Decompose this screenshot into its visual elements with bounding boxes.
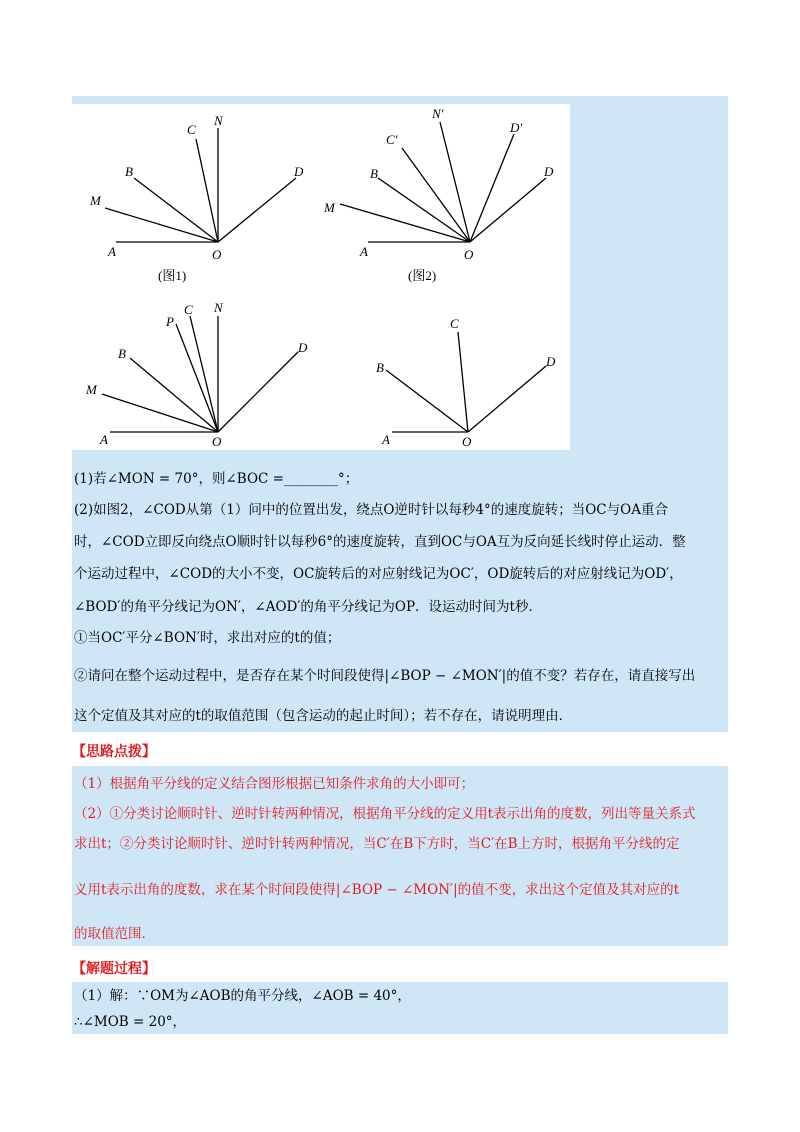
fig3-label-O: O (212, 434, 222, 449)
fig2-label-M: M (324, 200, 335, 215)
solution-line-1: （1）解：∵OM为∠AOB的角平分线，∠AOB = 40°， (74, 988, 411, 1004)
hint-line-5: 的取值范围． (74, 926, 155, 942)
fig1-label-C: C (187, 122, 196, 137)
fig4-label-D: D (546, 354, 556, 369)
fig4-label-A: A (382, 432, 390, 447)
hint-line-3: 求出t；②分类讨论顺时针、逆时针转两种情况，当C′在B下方时，当C′在B上方时，根据角平分线的定 (74, 836, 680, 852)
solution-line-2: ∴∠MOB = 20°， (74, 1014, 187, 1030)
fig1-label-B: B (125, 164, 133, 179)
question-2-line-1: (2)如图2，∠COD从第（1）问中的位置出发，绕点O逆时针以每秒4°的速度旋转；当OC与OA重合 (74, 502, 668, 518)
fig2-label-D: D (544, 164, 554, 179)
question-2-line-3: 个运动过程中，∠COD的大小不变，OC旋转后的对应射线记为OC′，OD旋转后的对应射线记为OD′， (74, 566, 683, 582)
fig2-label-O: O (464, 247, 474, 262)
fig1-label-D: D (294, 164, 304, 179)
hint-title: 【思路点拨】 (72, 744, 156, 760)
figure-area (72, 104, 570, 450)
fig4-label-C: C (450, 316, 459, 331)
fig2-label-N: N′ (432, 106, 444, 121)
fig4-label-B: B (376, 360, 384, 375)
fig1-caption: (图1) (158, 268, 187, 283)
fig3-label-B: B (118, 346, 126, 361)
question-2-part-b-line-1: ②请问在整个运动过程中，是否存在某个时间段使得|∠BOP − ∠MON′|的值不变？若存在，请直接写出 (74, 668, 696, 684)
fig2-label-C: C′ (386, 132, 398, 147)
question-2-part-a: ①当OC′平分∠BON′时，求出对应的t的值； (74, 630, 341, 646)
fig4-label-O: O (462, 434, 472, 449)
fig2-label-A: A (360, 244, 368, 259)
fig2-caption: (图2) (408, 268, 437, 283)
geometry-figures (72, 104, 570, 450)
solution-title: 【解题过程】 (72, 961, 156, 977)
fig3-label-M: M (86, 382, 97, 397)
question-2-line-2: 时，∠COD立即反向绕点O顺时针以每秒6°的速度旋转，直到OC与OA互为反向延长线时停止运动．整 (74, 534, 686, 550)
hint-line-1: （1）根据角平分线的定义结合图形根据已知条件求角的大小即可； (74, 776, 475, 792)
fig3-label-D: D (298, 340, 308, 355)
fig1-label-N: N (214, 113, 223, 128)
question-2-line-4: ∠BOD′的角平分线记为ON′，∠AOD′的角平分线记为OP．设运动时间为t秒． (74, 599, 542, 615)
fig1-label-O: O (212, 247, 222, 262)
fig3-label-N: N (214, 300, 223, 315)
fig3-label-A: A (100, 432, 108, 447)
fig1-label-M: M (90, 193, 101, 208)
hint-line-2: （2）①分类讨论顺时针、逆时针转两种情况，根据角平分线的定义用t表示出角的度数，列出等量关系式 (74, 806, 696, 822)
fig2-label-B: B (370, 166, 378, 181)
fig3-label-P: P (166, 314, 174, 329)
fig3-label-C: C (184, 302, 193, 317)
fig1-label-A: A (108, 244, 116, 259)
question-2-part-b-line-2: 这个定值及其对应的t的取值范围（包含运动的起止时间）；若不存在，请说明理由． (74, 708, 573, 724)
fig2-label-D2: D′ (510, 120, 523, 135)
question-1: (1)若∠MON = 70°，则∠BOC =________°； (74, 471, 359, 487)
hint-line-4: 义用t表示出角的度数，求在某个时间段使得|∠BOP − ∠MON′|的值不变，求出这个定值及其对应的t (74, 882, 680, 898)
